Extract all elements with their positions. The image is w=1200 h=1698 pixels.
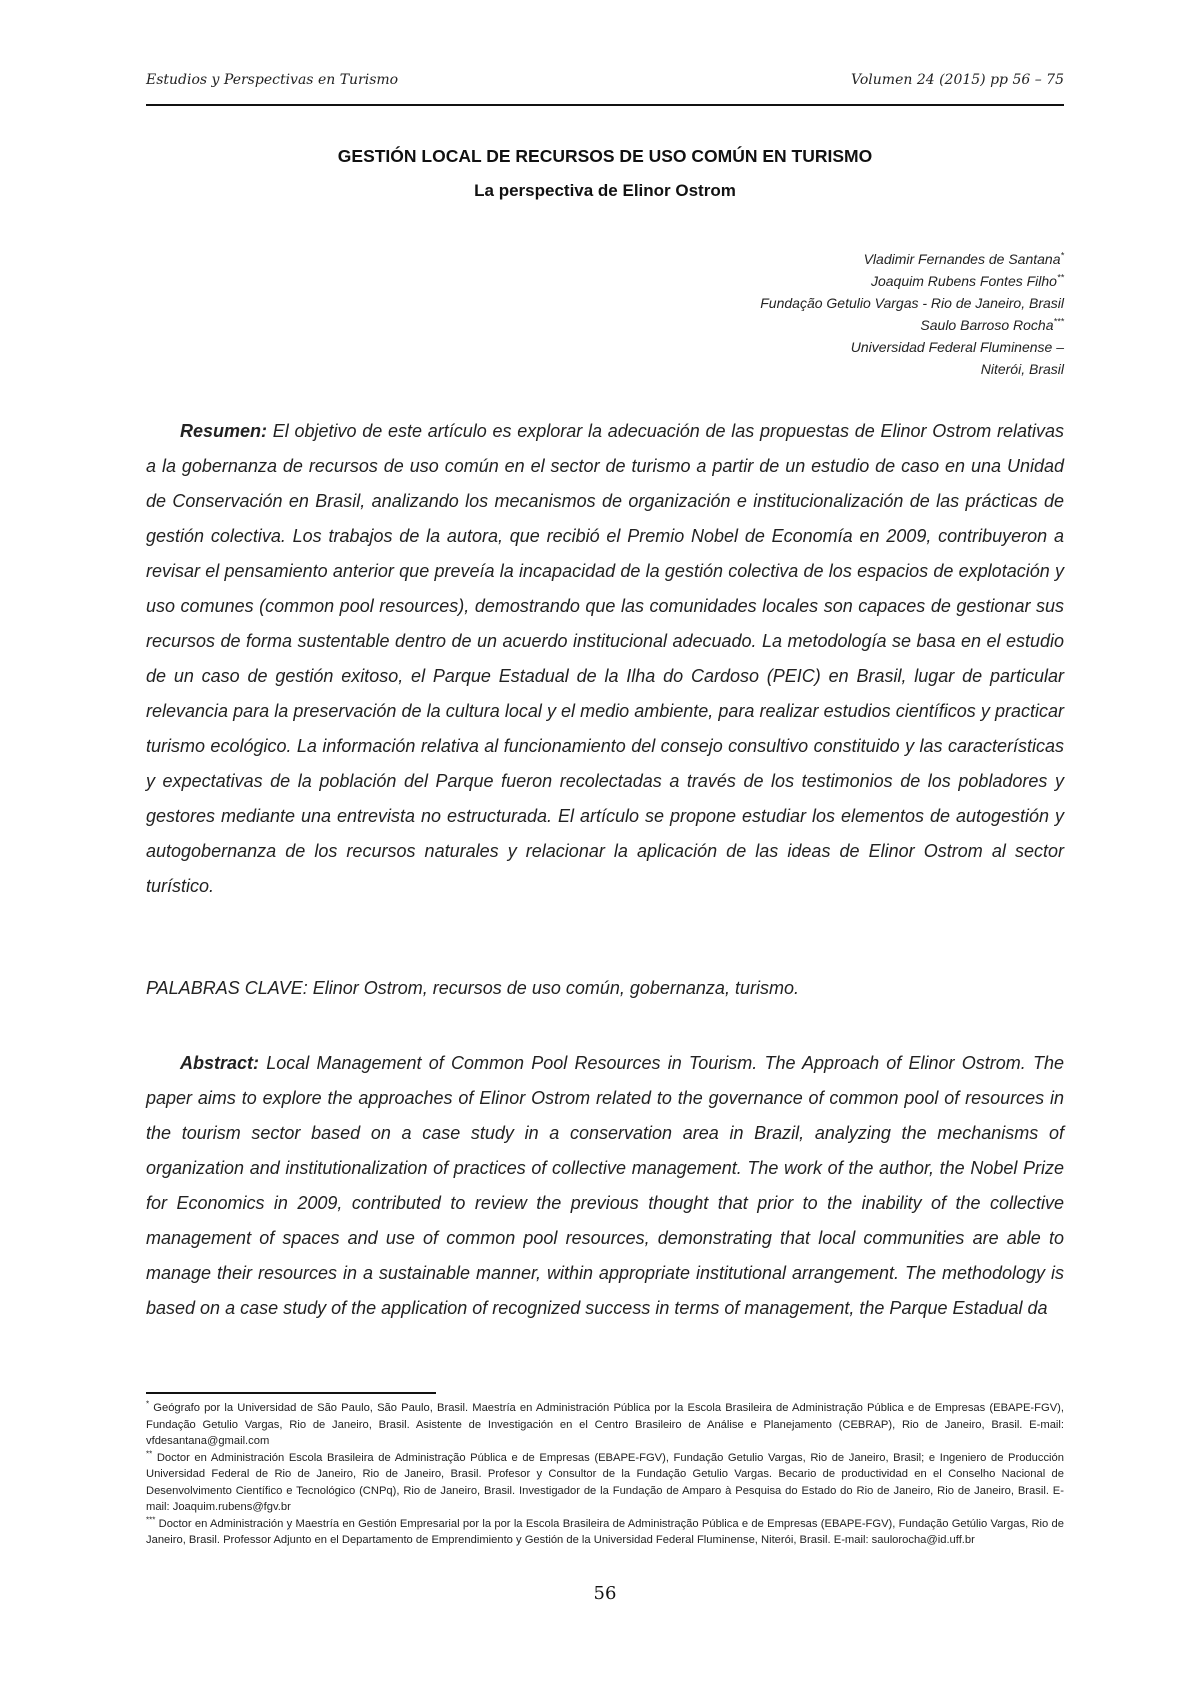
footnote-rule [146,1392,436,1394]
journal-name: Estudios y Perspectivas en Turismo [146,72,399,88]
footnote-text: Geógrafo por la Universidad de São Paulo, São Paulo, Brasil. Maestría en Administración Pública por la Escola Brasileira de Administração Pública e de Empresas (EBAPE-FGV), Fundação Getulio Vargas, Rio de Janeiro, Brasil. Asistente de Investigación en el Centro Brasileiro de Análise e Planejamento (CEBRAP), Rio de Janeiro, Brasil. E-mail: vfdesantana@gmail.com [146,1402,1064,1447]
author-block [564,248,1064,380]
author-line-1 [564,248,1064,270]
footnote-mark: *** [1053,316,1064,327]
keywords: PALABRAS CLAVE: Elinor Ostrom, recursos de uso común, gobernanza, turismo. [146,978,799,998]
volume-info: Volumen 24 (2015) pp 56 – 75 [851,72,1064,88]
author-line-3 [564,314,1064,336]
paper-subtitle: La perspectiva de Elinor Ostrom [474,181,736,200]
abstract-paragraph [146,1046,1064,1326]
header-rule [146,104,1064,106]
footnote-mark: *** [146,1514,156,1524]
footnote-mark: ** [146,1448,153,1458]
resumen-text: El objetivo de este artículo es explorar la adecuación de las propuestas de Elinor Ostrom relativas a la gobernanza de recursos de uso común en el sector de turismo a partir de un estudio de caso en una Unidad de Conservación en Brasil, analizando los mecanismos de organización e institucionalización de las prácticas de gestión colectiva. Los trabajos de la autora, que recibió el Premio Nobel de Economía en 2009, contribuyeron a revisar el pensamiento anterior que preveía la incapacidad de la gestión colectiva de los espacios de explotación y uso comunes (common pool resources), demostrando que las comunidades locales son capaces de gestionar sus recursos de forma sustentable dentro de un acuerdo institucional adecuado. La metodología se basa en el estudio de un caso de gestión exitoso, el Parque Estadual de la Ilha do Cardoso (PEIC) en Brasil, lugar de particular relevancia para la preservación de la cultura local y el medio ambiente, para realizar estudios científicos y practicar turismo ecológico. La información relativa al funcionamiento del consejo consultivo constituido y las características y expectativas de la población del Parque fueron recolectadas a través de los testimonios de los pobladores y gestores mediante una entrevista no estructurada. El artículo se propone estudiar los elementos de autogestión y autogobernanza de los recursos naturales y relacionar la aplicación de las ideas de Elinor Ostrom al sector turístico. [146,421,1064,896]
footnote-mark: ** [1056,272,1064,283]
abstract-text: Local Management of Common Pool Resources in Tourism. The Approach of Elinor Ostrom. The paper aims to explore the approaches of Elinor Ostrom related to the governance of common pool of resources in the tourism sector based on a case study in a conservation area in Brazil, analyzing the mechanisms of organization and institutionalization of practices of collective management. The work of the author, the Nobel Prize for Economics in 2009, contributed to review the previous thought that prior to the inability of the collective management of spaces and use of common pool resources, demonstrating that local communities are able to manage their resources in a sustainable manner, within appropriate institutional arrangement. The methodology is based on a case study of the application of recognized success in terms of management, the Parque Estadual da [146,1053,1064,1318]
footnotes [146,1400,1064,1549]
footnote-text: Doctor en Administración Escola Brasileira de Administração Pública e de Empresas (EBAPE-FGV), Fundação Getulio Vargas, Rio de Janeiro, Brasil; e Ingeniero de Producción Universidad Federal de Rio de Janeiro, Rio de Janeiro, Brasil. Profesor y Consultor de la Fundação Getulio Vargas. Becario de productividad en el Conselho Nacional de Desenvolvimento Científico e Tecnológico (CNPq), Rio de Janeiro, Brasil. Investigador de la Fundação de Amparo à Pesquisa do Estado do Rio de Janeiro, Rio de Janeiro, Brasil. E-mail: Joaquim.rubens@fgv.br [146,1451,1064,1513]
footnote [146,1400,1064,1450]
author-affiliation: Universidad Federal Fluminense – [850,339,1064,355]
footnote-text: Doctor en Administración y Maestría en Gestión Empresarial por la por la Escola Brasileira de Administração Pública e de Empresas (EBAPE-FGV), Fundação Getúlio Vargas, Rio de Janeiro, Brasil. Professor Adjunto en el Departamento de Emprendimiento y Gestión de la Universidad Federal Fluminense, Niterói, Brasil. E-mail: saulorocha@id.uff.br [146,1517,1064,1546]
author-name: Joaquim Rubens Fontes Filho [870,273,1057,289]
resumen-label: Resumen: [180,421,268,441]
author-name: Saulo Barroso Rocha [920,317,1054,333]
author-line-2 [564,270,1064,292]
resumen-paragraph [146,414,1064,904]
footnote-mark: * [146,1399,150,1409]
page-number: 56 [593,1583,617,1604]
author-affiliation: Niterói, Brasil [980,361,1064,377]
author-name: Vladimir Fernandes de Santana [863,251,1061,267]
paper-title: GESTIÓN LOCAL DE RECURSOS DE USO COMÚN EN TURISMO [337,146,873,166]
author-affiliation: Fundação Getulio Vargas - Rio de Janeiro, Brasil [760,295,1064,311]
abstract-label: Abstract: [180,1053,260,1073]
footnote-mark: * [1060,250,1064,261]
footnote [146,1450,1064,1516]
footnote [146,1516,1064,1549]
running-header [146,72,1064,96]
